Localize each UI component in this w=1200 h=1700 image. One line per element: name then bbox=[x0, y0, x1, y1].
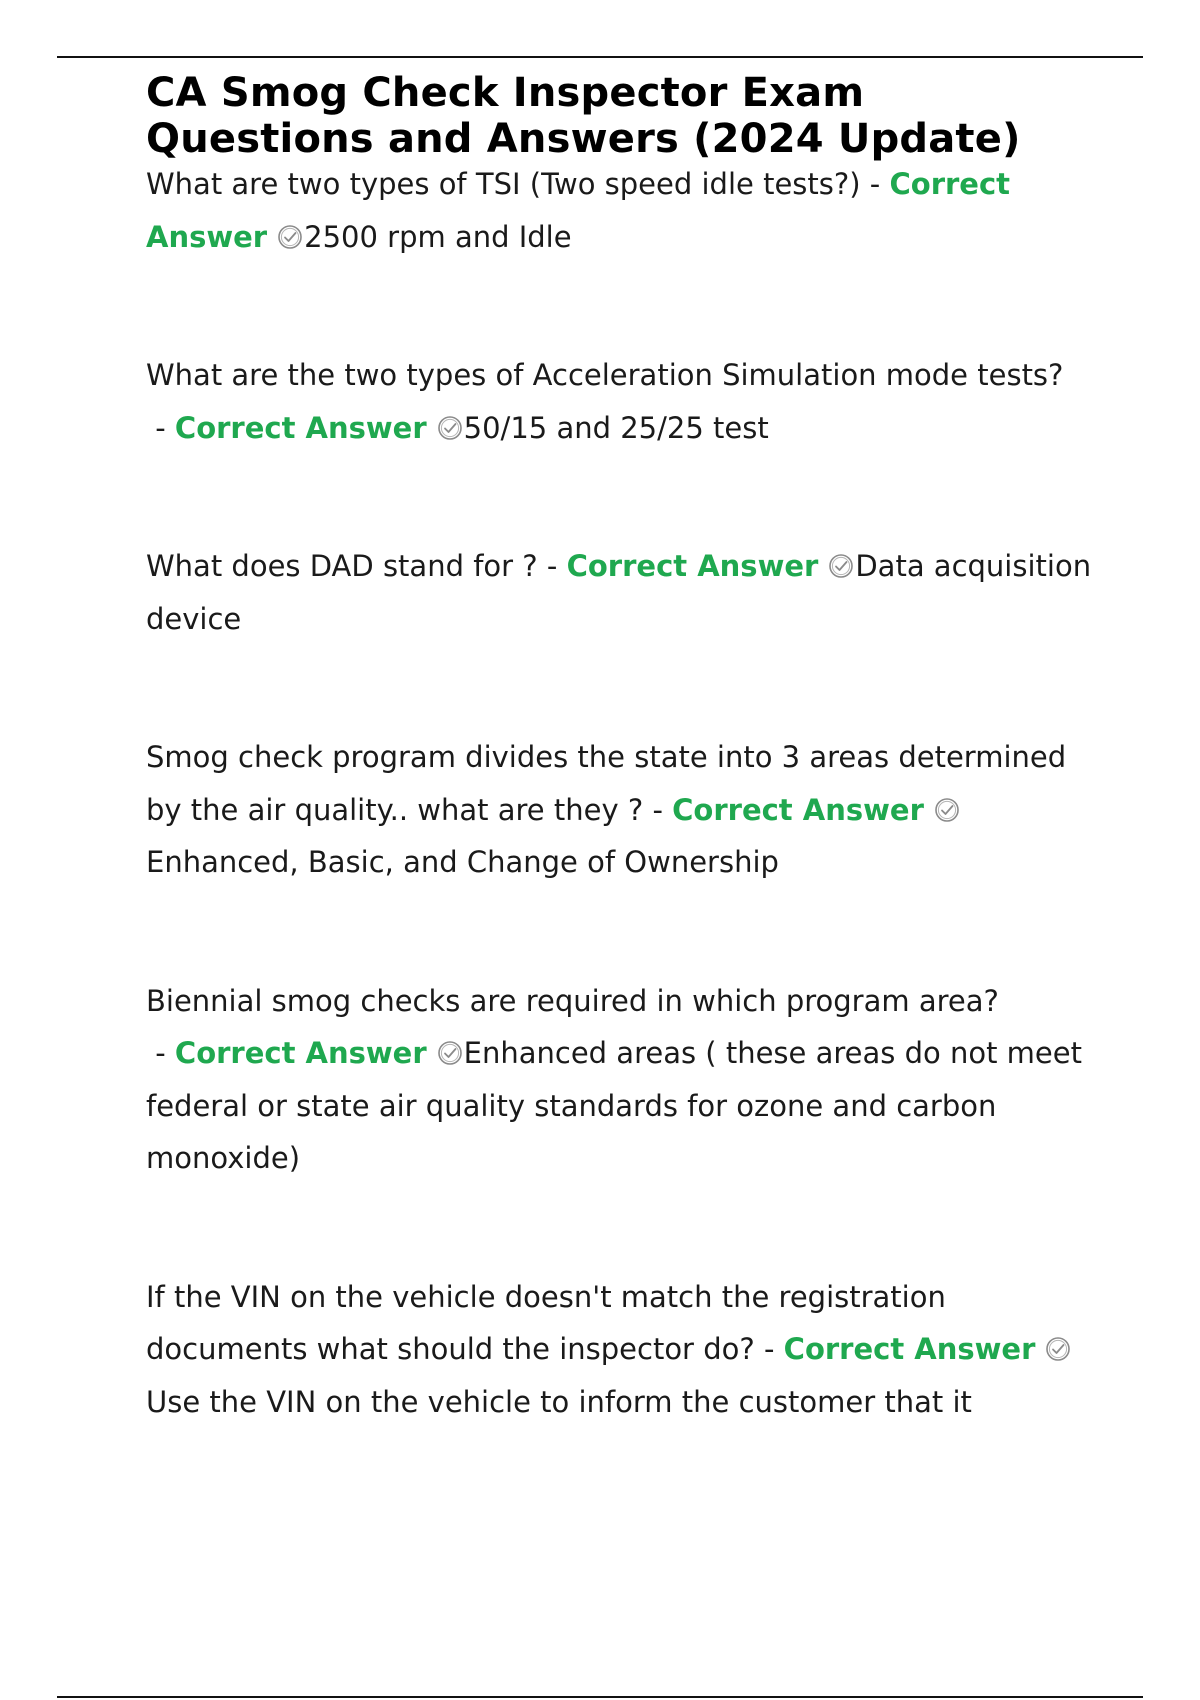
qa-list bbox=[146, 158, 1096, 1428]
separator: - bbox=[146, 410, 175, 445]
answer-text: Data acquisition device bbox=[146, 549, 1092, 636]
question-text: What are the two types of Acceleration Simulation mode tests? bbox=[146, 358, 1064, 392]
separator: - bbox=[643, 792, 673, 827]
qa-item bbox=[146, 731, 1096, 889]
answer-text: Enhanced areas ( these areas do not meet federal or state air quality standards for ozone and carbon monoxide) bbox=[146, 1036, 1082, 1175]
separator: - bbox=[754, 1332, 784, 1366]
question-text: Smog check program divides the state into 3 areas determined by the air quality.. what are they ? bbox=[146, 740, 1067, 827]
question-text: What does DAD stand for ? bbox=[146, 549, 538, 583]
qa-item bbox=[146, 975, 1096, 1185]
question-text: Biennial smog checks are required in which program area? bbox=[146, 983, 999, 1018]
correct-answer-label: Correct Answer bbox=[672, 792, 924, 827]
check-circle-icon bbox=[934, 797, 960, 823]
separator: - bbox=[537, 549, 567, 583]
qa-item bbox=[146, 158, 1096, 263]
correct-answer-label: Correct Answer bbox=[146, 167, 1011, 254]
check-circle-icon bbox=[437, 415, 463, 441]
check-circle-icon bbox=[437, 1040, 463, 1066]
document-title: CA Smog Check Inspector Exam Questions and Answers (2024 Update) bbox=[146, 70, 1021, 162]
bottom-rule bbox=[57, 1696, 1143, 1698]
answer-text: 50/15 and 25/25 test bbox=[463, 410, 769, 445]
correct-answer-label: Correct Answer bbox=[783, 1332, 1036, 1366]
check-circle-icon bbox=[1045, 1336, 1071, 1362]
qa-item bbox=[146, 349, 1096, 454]
page-content bbox=[146, 70, 1096, 1428]
correct-answer-label: Correct Answer bbox=[174, 410, 427, 445]
answer-text: 2500 rpm and Idle bbox=[304, 219, 572, 254]
check-circle-icon bbox=[828, 553, 854, 579]
top-rule bbox=[57, 56, 1143, 58]
correct-answer-label: Correct Answer bbox=[566, 549, 819, 583]
separator: - bbox=[860, 167, 890, 201]
check-circle-icon bbox=[277, 224, 303, 250]
answer-text: Use the VIN on the vehicle to inform the customer that it bbox=[146, 1384, 972, 1419]
correct-answer-label: Correct Answer bbox=[174, 1036, 427, 1070]
qa-item bbox=[146, 1271, 1096, 1429]
question-text: What are two types of TSI (Two speed idle tests?) bbox=[146, 167, 861, 201]
qa-item bbox=[146, 540, 1096, 645]
separator: - bbox=[146, 1036, 175, 1070]
question-text: If the VIN on the vehicle doesn't match the registration documents what should the inspector do? bbox=[146, 1279, 946, 1366]
answer-text: Enhanced, Basic, and Change of Ownership bbox=[146, 845, 779, 879]
